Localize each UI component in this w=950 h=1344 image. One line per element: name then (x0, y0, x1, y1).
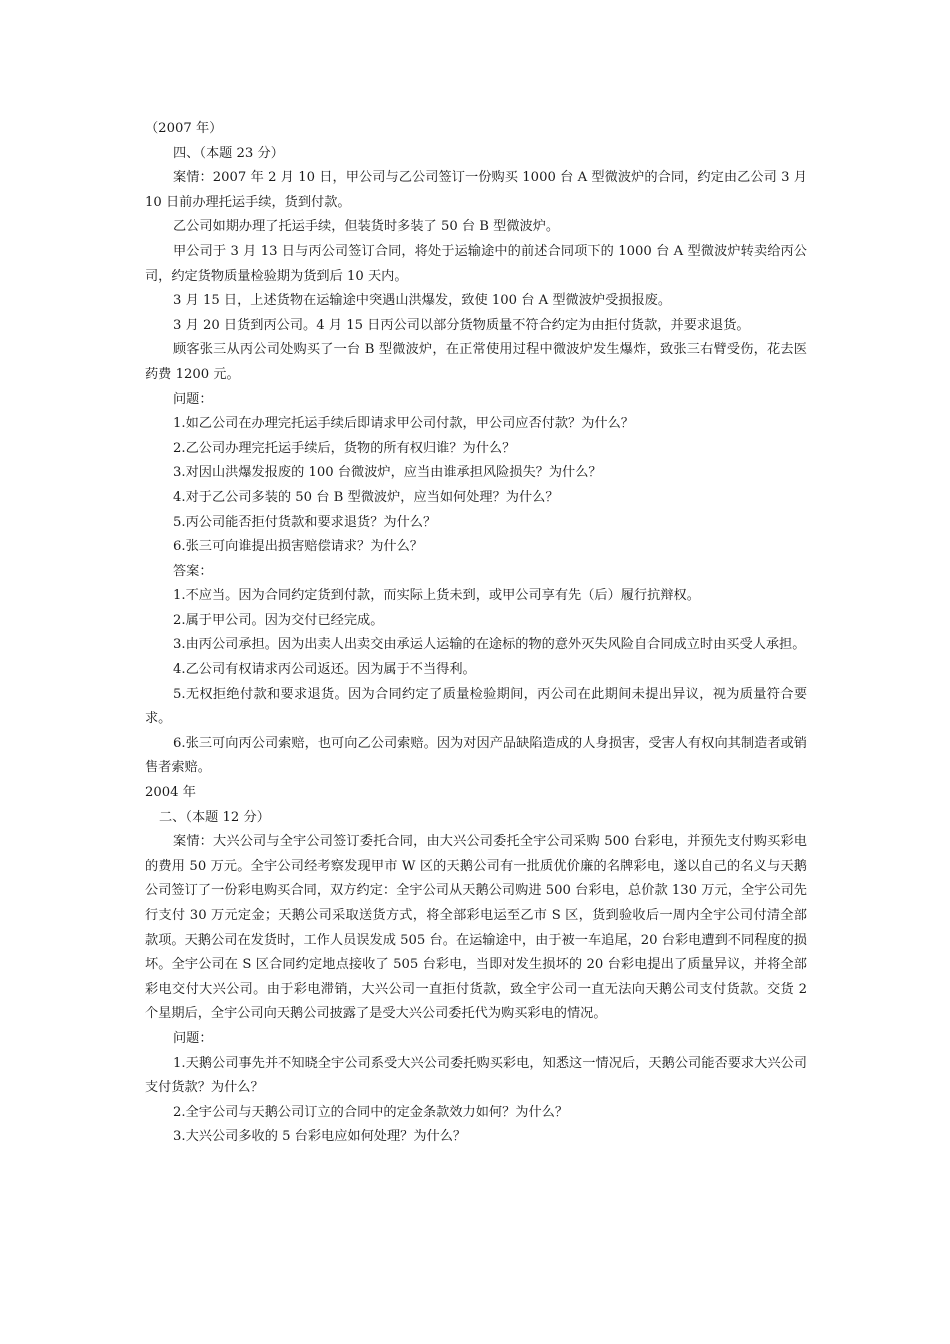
question-item: 5.丙公司能否拒付货款和要求退货？为什么？ (173, 514, 437, 530)
question-item: 3.大兴公司多收的 5 台彩电应如何处理？为什么？ (173, 1129, 467, 1145)
answer-item: 3.由丙公司承担。因为出卖人出卖交由承运人运输的在途标的物的意外灭失风险自合同成立时由买受人承担。 (173, 637, 806, 653)
case-paragraph: 顾客张三从丙公司处购买了一台 B 型微波炉，在正常使用过程中微波炉发生爆炸，致张三右臂受伤，花去医药费 1200 元。 (145, 342, 807, 382)
answer-item: 2.属于甲公司。因为交付已经完成。 (173, 612, 384, 628)
section-heading-2004: 二、（本题 12 分） (159, 809, 270, 825)
questions-label: 问题： (173, 391, 213, 407)
answer-item: 5.无权拒绝付款和要求退货。因为合同约定了质量检验期间，丙公司在此期间未提出异议，视为质量符合要求。 (145, 686, 807, 727)
case-paragraph: 甲公司于 3 月 13 日与丙公司签订合同，将处于运输途中的前述合同项下的 1000 台 A 型微波炉转卖给丙公司，约定货物质量检验期为货到后 10 天内。 (145, 243, 807, 284)
question-item: 2.全宇公司与天鹅公司订立的合同中的定金条款效力如何？为什么？ (173, 1104, 569, 1120)
answer-item: 6.张三可向丙公司索赔，也可向乙公司索赔。因为对因产品缺陷造成的人身损害，受害人有权向其制造者或销售者索赔。 (145, 735, 807, 776)
year-2004: 2004 年 (145, 785, 196, 801)
case-paragraph: 3 月 20 日货到丙公司。4 月 15 日丙公司以部分货物质量不符合约定为由拒付货款，并要求退货。 (173, 317, 750, 333)
questions-label: 问题： (173, 1030, 213, 1046)
year-2007: （2007 年） (145, 121, 223, 136)
question-item: 4.对于乙公司多装的 50 台 B 型微波炉，应当如何处理？为什么？ (173, 489, 559, 505)
question-item: 1.天鹅公司事先并不知晓全宇公司系受大兴公司委托购买彩电，知悉这一情况后，天鹅公司能否要求大兴公司支付货款？为什么？ (145, 1055, 807, 1096)
document-page (145, 117, 807, 1150)
answer-item: 1.不应当。因为合同约定货到付款，而实际上货未到，或甲公司享有先（后）履行抗辩权。 (173, 588, 700, 604)
answers-label: 答案： (173, 563, 213, 579)
section-heading-2007: 四、（本题 23 分） (173, 145, 284, 161)
case-paragraph: 3 月 15 日，上述货物在运输途中突遇山洪爆发，致使 100 台 A 型微波炉受损报废。 (173, 293, 672, 309)
case-paragraph: 乙公司如期办理了托运手续，但装货时多装了 50 台 B 型微波炉。 (173, 219, 560, 235)
question-item: 1.如乙公司在办理完托运手续后即请求甲公司付款，甲公司应否付款？为什么？ (173, 416, 634, 432)
question-item: 6.张三可向谁提出损害赔偿请求？为什么？ (173, 539, 423, 555)
case-paragraph: 案情：2007 年 2 月 10 日，甲公司与乙公司签订一份购买 1000 台 A 型微波炉的合同，约定由乙公司 3 月 10 日前办理托运手续，货到付款。 (145, 170, 807, 210)
case-paragraph: 案情：大兴公司与全宇公司签订委托合同，由大兴公司委托全宇公司采购 500 台彩电，并预先支付购买彩电的费用 50 万元。全宇公司经考察发现甲市 W 区的天鹅公司有一批质优价廉的名牌彩电，遂以自己的名义与天鹅公司签订了一份彩电购买合同，双方约定：全宇公司从天鹅公司购进 500 台彩电，总价款 130 万元，全宇公司先行支付 30 万元定金；天鹅公司采取送货方式，将全部彩电运至乙市 S 区，货到验收后一周内全宇公司付清全部款项。天鹅公司在发货时，工作人员误发成 505 台。在运输途中，由于被一车追尾，20 台彩电遭到不同程度的损坏。全宇公司在 S 区合同约定地点接收了 505 台彩电，当即对发生损坏的 20 台彩电提出了质量异议，并将全部彩电交付大兴公司。由于彩电滞销，大兴公司一直拒付货款，致全宇公司一直无法向天鹅公司支付货款。交货 2 个星期后，全宇公司向天鹅公司披露了是受大兴公司委托代为购买彩电的情况。 (145, 834, 807, 1022)
question-item: 2.乙公司办理完托运手续后，货物的所有权归谁？为什么？ (173, 440, 516, 456)
question-item: 3.对因山洪爆发报废的 100 台微波炉，应当由谁承担风险损失？为什么？ (173, 465, 602, 481)
answer-item: 4.乙公司有权请求丙公司返还。因为属于不当得利。 (173, 662, 476, 678)
